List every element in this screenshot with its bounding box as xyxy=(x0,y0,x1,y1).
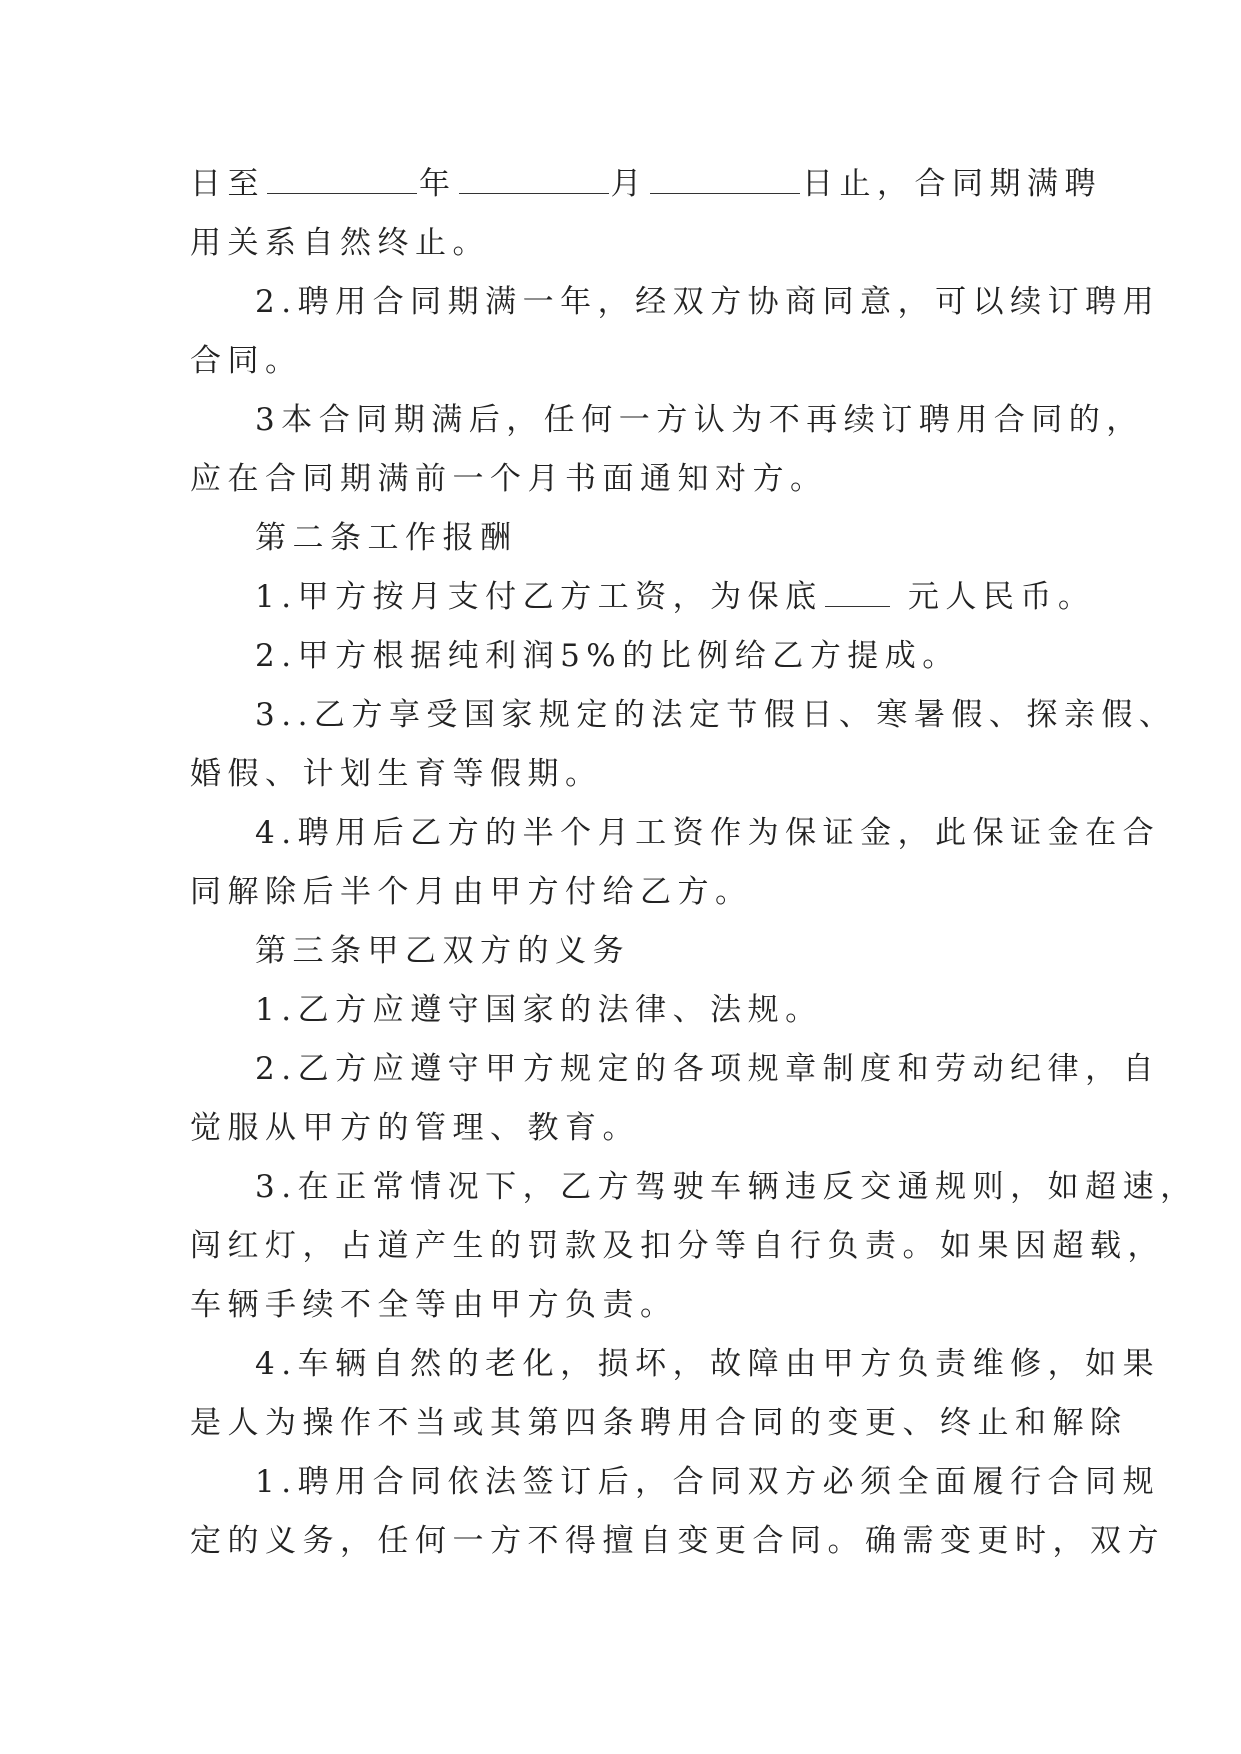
document-line: 3本合同期满后，任何一方认为不再续订聘用合同的， xyxy=(255,402,1144,438)
document-page xyxy=(190,155,1198,1571)
document-line: 闯红灯，占道产生的罚款及扣分等自行负责。如果因超载， xyxy=(190,1228,1165,1264)
text-segment: 月 xyxy=(610,166,648,202)
document-line: 1.聘用合同依法签订后，合同双方必须全面履行合同规 xyxy=(255,1464,1161,1500)
document-line: 定的义务，任何一方不得擅自变更合同。确需变更时，双方 xyxy=(190,1523,1165,1559)
fill-in-blank xyxy=(459,169,609,194)
text-segment: 日至 xyxy=(190,166,265,202)
document-line: 2.甲方根据纯利润5%的比例给乙方提成。 xyxy=(255,638,960,674)
fill-in-blank xyxy=(267,169,417,194)
document-line: 第三条甲乙双方的义务 xyxy=(255,933,630,969)
document-line xyxy=(190,155,1102,214)
document-line: 第二条工作报酬 xyxy=(255,520,518,556)
text-segment: 年 xyxy=(419,166,457,202)
document-line: 用关系自然终止。 xyxy=(190,225,490,261)
document-line: 2.乙方应遵守甲方规定的各项规章制度和劳动纪律，自 xyxy=(255,1051,1161,1087)
document-line: 车辆手续不全等由甲方负责。 xyxy=(190,1287,678,1323)
document-line xyxy=(190,568,1096,627)
document-line: 婚假、计划生育等假期。 xyxy=(190,756,603,792)
document-line: 是人为操作不当或其第四条聘用合同的变更、终止和解除 xyxy=(190,1405,1128,1441)
document-line: 2.聘用合同期满一年，经双方协商同意，可以续订聘用 xyxy=(255,284,1161,320)
document-line: 1.乙方应遵守国家的法律、法规。 xyxy=(255,992,823,1028)
fill-in-blank xyxy=(825,582,890,607)
document-line: 应在合同期满前一个月书面通知对方。 xyxy=(190,461,828,497)
document-line: 3.在正常情况下，乙方驾驶车辆违反交通规则，如超速， xyxy=(255,1169,1198,1205)
document-line: 同解除后半个月由甲方付给乙方。 xyxy=(190,874,753,910)
document-line: 觉服从甲方的管理、教育。 xyxy=(190,1110,640,1146)
text-segment: 日止，合同期满聘 xyxy=(802,166,1102,202)
fill-in-blank xyxy=(650,169,800,194)
text-segment: 1.甲方按月支付乙方工资，为保底 xyxy=(255,579,823,615)
document-line: 合同。 xyxy=(190,343,303,379)
document-line: 4.聘用后乙方的半个月工资作为保证金，此保证金在合 xyxy=(255,815,1161,851)
document-line: 4.车辆自然的老化，损坏，故障由甲方负责维修，如果 xyxy=(255,1346,1161,1382)
text-segment: 元人民币。 xyxy=(891,579,1096,615)
document-line: 3..乙方享受国家规定的法定节假日、寒暑假、探亲假、 xyxy=(255,697,1177,733)
